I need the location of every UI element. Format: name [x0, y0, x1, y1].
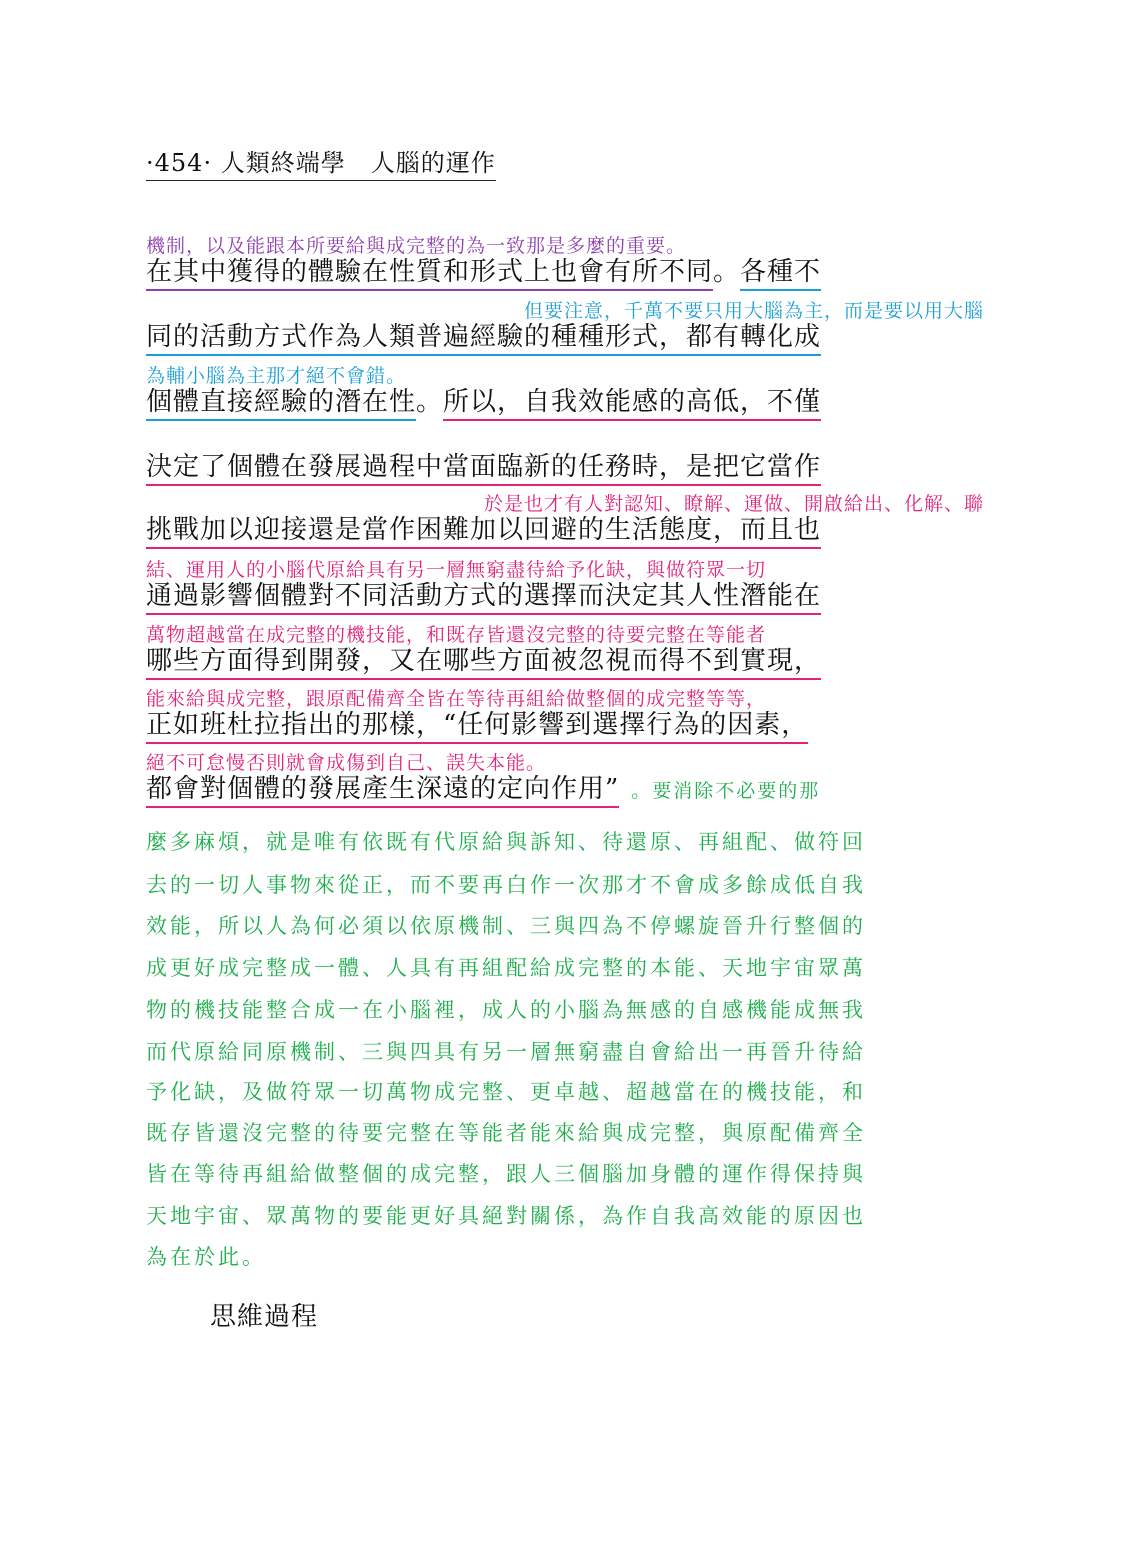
annotation-note: 機制，以及能跟本所要給與成完整的為一致那是多麼的重要。 — [146, 235, 687, 257]
annotation-note: 能來給與成完整，跟原配備齊全皆在等待再組給做整個的成完整等等， — [146, 688, 767, 710]
underlined-segment: 哪些方面得到開發，又在哪些方面被忽視而得不到實現， — [146, 645, 821, 680]
main-text-line — [146, 256, 821, 293]
underlined-segment: 通過影響個體對不同活動方式的選擇而決定其人性潛能在 — [146, 580, 821, 615]
green-line: 既存皆還沒完整的待要完整在等能者能來給與成完整，與原配備齊全 — [146, 1121, 866, 1145]
green-line: 皆在等待再組給做整個的成完整，跟人三個腦加身體的運作得保持與 — [146, 1162, 866, 1186]
underlined-segment: 個體直接經驗的潛在性 — [146, 386, 416, 421]
green-line: 天地宇宙、眾萬物的要能更好具絕對關係，為作自我高效能的原因也 — [146, 1204, 866, 1228]
main-text-line — [146, 514, 821, 551]
green-line: 麼多麻煩，就是唯有依既有代原給與訴知、待還原、再組配、做符回 — [146, 830, 866, 854]
main-text-line — [146, 451, 821, 488]
main-text-line — [146, 580, 821, 617]
main-text-line — [146, 321, 821, 358]
main-text-line — [146, 386, 821, 423]
green-note-start: 。要消除不必要的那 — [631, 780, 821, 802]
section-heading: 思維過程 — [210, 1302, 319, 1332]
main-text-line — [146, 709, 808, 746]
main-text-line — [146, 773, 820, 810]
underlined-segment: 決定了個體在發展過程中當面臨新的任務時，是把它當作 — [146, 451, 821, 486]
text-segment: 。 — [713, 257, 741, 287]
underlined-segment: 在其中獲得的體驗在性質和形式上也會有所不同 — [146, 256, 713, 291]
annotation-note: 萬物超越當在成完整的機技能，和既存皆還沒完整的待要完整在等能者 — [146, 624, 767, 646]
green-line: 為在於此。 — [146, 1245, 266, 1269]
green-line: 效能，所以人為何必須以依原機制、三與四為不停螺旋晉升行整個的 — [146, 914, 866, 938]
underlined-segment: 同的活動方式作為人類普遍經驗的種種形式，都有轉化成 — [146, 321, 821, 356]
annotation-note: 結、運用人的小腦代原給具有另一層無窮盡待給予化缺，與做符眾一切 — [146, 559, 767, 581]
text-segment: 。 — [416, 387, 444, 417]
underlined-segment: 各種不 — [740, 256, 821, 291]
page-header: ·454· 人類終端學 人腦的運作 — [146, 143, 496, 181]
annotation-note: 為輔小腦為主那才絕不會錯。 — [146, 365, 407, 387]
annotation-note: 絕不可怠慢否則就會成傷到自己、誤失本能。 — [146, 752, 547, 774]
underlined-segment: 都會對個體的發展產生深遠的定向作用” — [146, 773, 619, 808]
green-line: 去的一切人事物來從正，而不要再白作一次那才不會成多餘成低自我 — [146, 873, 866, 897]
underlined-segment: 所以，自我效能感的高低，不僅 — [443, 386, 821, 421]
annotation-note: 於是也才有人對認知、瞭解、運做、開啟給出、化解、聯 — [483, 493, 984, 515]
underlined-segment: 正如班杜拉指出的那樣，“任何影響到選擇行為的因素， — [146, 709, 808, 744]
green-line: 而代原給同原機制、三與四具有另一層無窮盡自會給出一再晉升待給 — [146, 1040, 866, 1064]
green-line: 予化缺，及做符眾一切萬物成完整、更卓越、超越當在的機技能，和 — [146, 1080, 866, 1104]
annotation-note: 但要注意，千萬不要只用大腦為主，而是要以用大腦 — [523, 300, 984, 322]
green-line: 物的機技能整合成一在小腦裡，成人的小腦為無感的自感機能成無我 — [146, 998, 866, 1022]
main-text-line — [146, 645, 821, 682]
underlined-segment: 挑戰加以迎接還是當作困難加以回避的生活態度，而且也 — [146, 514, 821, 549]
green-line: 成更好成完整成一體、人具有再組配給成完整的本能、天地宇宙眾萬 — [146, 956, 866, 980]
